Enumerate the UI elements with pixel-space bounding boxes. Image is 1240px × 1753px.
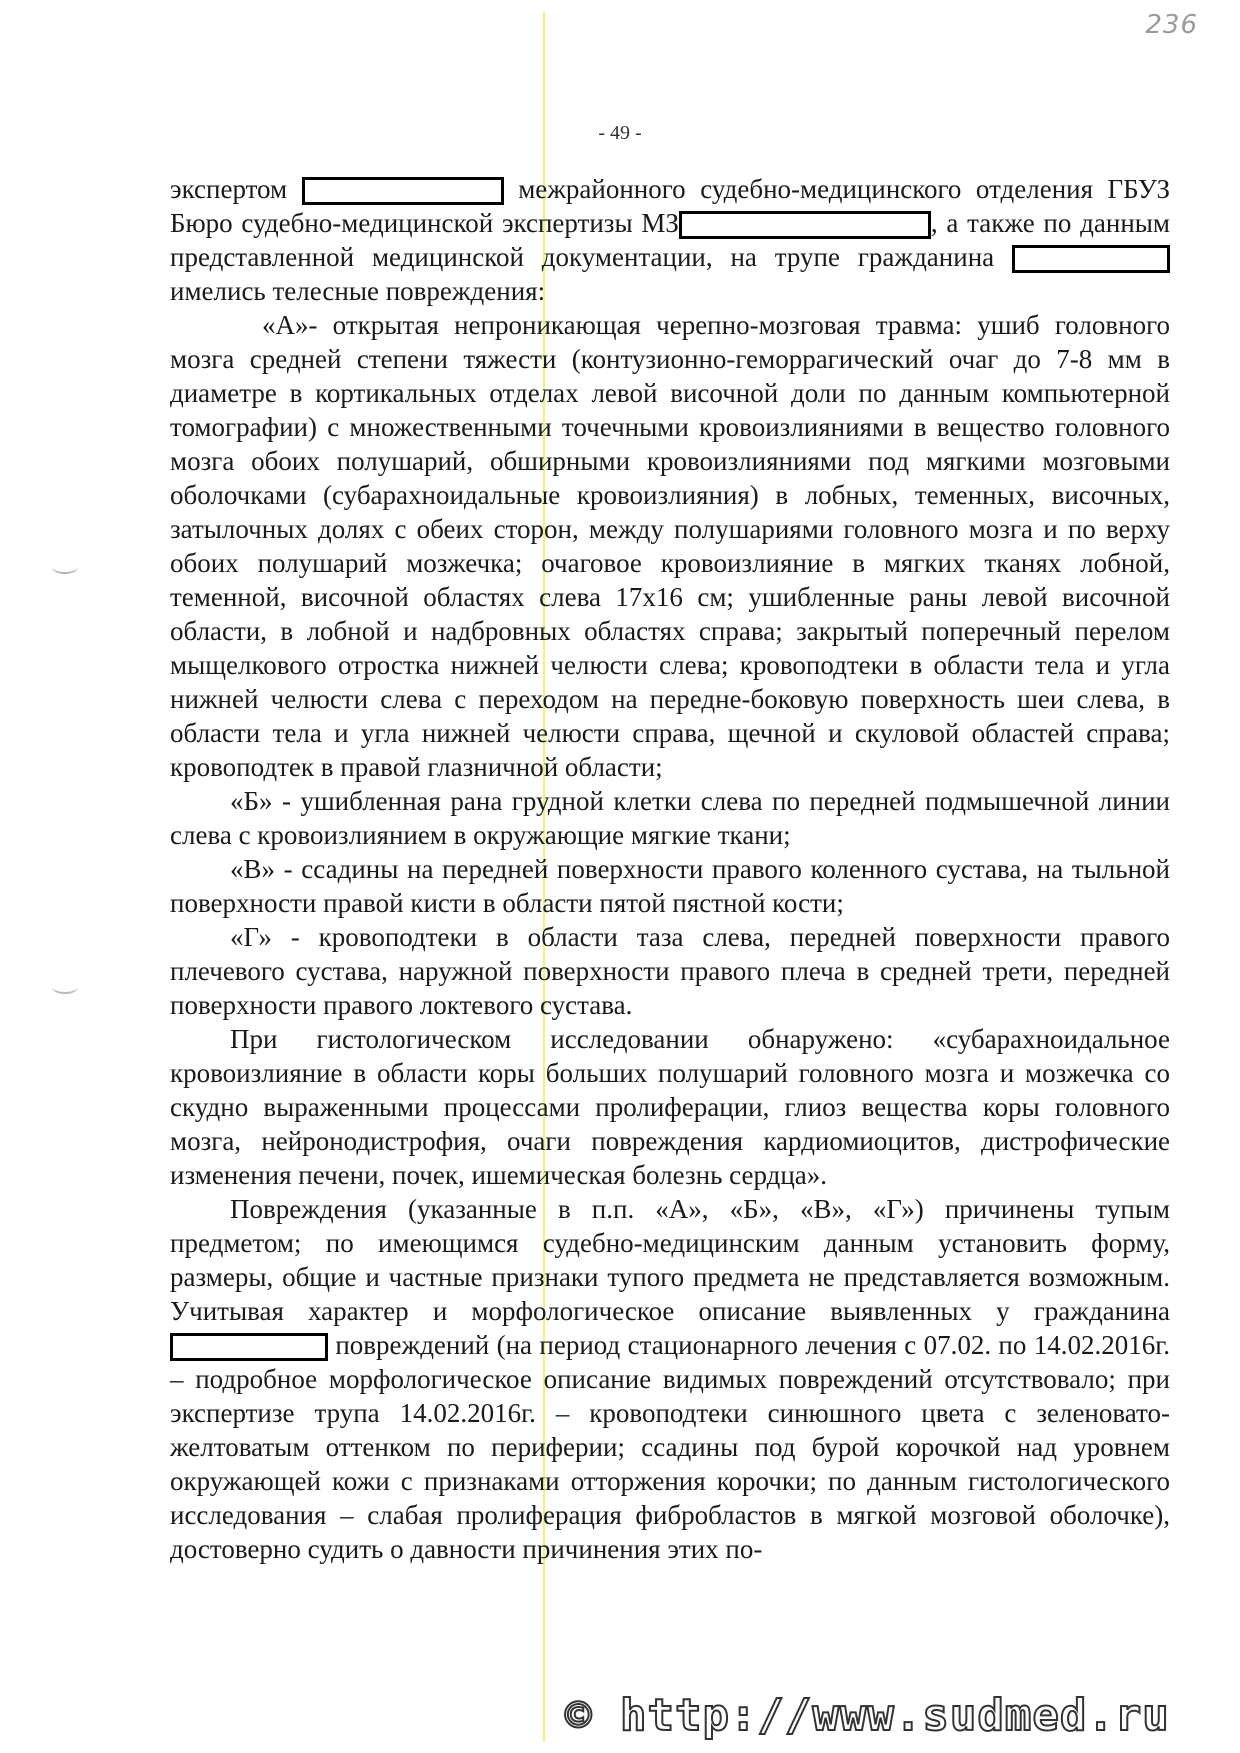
redaction-box (679, 211, 931, 239)
conclusion-paragraph: Повреждения (указанные в п.п. «А», «Б», «В», «Г») причинены тупым предметом; по имеющимся судебно-медицинским данным установить форму, размеры, общие и частные признаки тупого предмета не представляется возможным. Учитывая характер и морфологическое описание выявленных у гражданина повреждений (на период стационарного лечения с 07.02. по 14.02.2016г. – подробное морфологическое описание видимых повреждений отсутствовало; при экспертизе трупа 14.02.2016г. – кровоподтеки синюшного цвета с зеленовато-желтоватым оттенком по периферии; ссадины под бурой корочкой над уровнем окружающей кожи с признаками отторжения корочки; по данным гистологического исследования – слабая пролиферация фибробластов в мягкой мозговой оболочке), достоверно судить о давности причинения этих по- (170, 1194, 1170, 1564)
item-v-paragraph: «В» - ссадины на передней поверхности правого коленного сустава, на тыльной поверхности правой кисти в области пятой пястной кости; (170, 854, 1170, 918)
page-number: - 49 - (598, 122, 642, 144)
histology-paragraph: При гистологическом исследовании обнаружено: «субарахноидальное кровоизлияние в области коры больших полушарий головного мозга и мозжечка со скудно выраженными процессами пролиферации, глиоз вещества коры головного мозга, нейронодистрофия, очаги повреждения кардиомиоцитов, дистрофические изменения печени, почек, ишемическая болезнь сердца». (170, 1024, 1170, 1190)
item-b-paragraph: «Б» - ушибленная рана грудной клетки слева по передней подмышечной линии слева с кровоизлиянием в окружающие мягкие ткани; (170, 786, 1170, 850)
watermark: © http://www.sudmed.ru (565, 1690, 1170, 1741)
redaction-box (170, 1333, 328, 1361)
intro-paragraph: экспертом межрайонного судебно-медицинского отделения ГБУЗ Бюро судебно-медицинской экспертизы МЗ , а также по данным представленной медицинской документации, на трупе гражданина имелись телесные повреждения: (170, 174, 1171, 306)
document-body (170, 172, 1170, 1566)
handwritten-mark: 236 (1145, 10, 1198, 40)
punch-hole-mark (52, 980, 78, 994)
item-a-paragraph: «А»- открытая непроникающая черепно-мозговая травма: ушиб головного мозга средней степени тяжести (контузионно-геморрагический очаг до 7-8 мм в диаметре в кортикальных отделах левой височной доли по данным компьютерной томографии) с множественными точечными кровоизлияниями в вещество головного мозга обоих полушарий, обширными кровоизлияниями под мягкими мозговыми оболочками (субарахноидальные кровоизлияния) в лобных, теменных, височных, затылочных долях с обеих сторон, между полушариями головного мозга и по верху обоих полушарий мозжечка; очаговое кровоизлияние в мягких тканях лобной, теменной, височной областях слева 17х16 см; ушибленные раны левой височной области, в лобной и надбровных областях справа; закрытый поперечный перелом мыщелкового отростка нижней челюсти слева; кровоподтеки в области тела и угла нижней челюсти слева с переходом на передне-боковую поверхность шеи слева, в области тела и угла нижней челюсти справа, щечной и скуловой областей справа; кровоподтек в правой глазничной области; (170, 310, 1170, 782)
redaction-box (302, 177, 504, 205)
item-g-paragraph: «Г» - кровоподтеки в области таза слева, передней поверхности правого плечевого сустава, наружной поверхности правого плеча в средней трети, передней поверхности правого локтевого сустава. (170, 922, 1170, 1020)
punch-hole-mark (52, 560, 78, 574)
redaction-box (1012, 245, 1170, 273)
